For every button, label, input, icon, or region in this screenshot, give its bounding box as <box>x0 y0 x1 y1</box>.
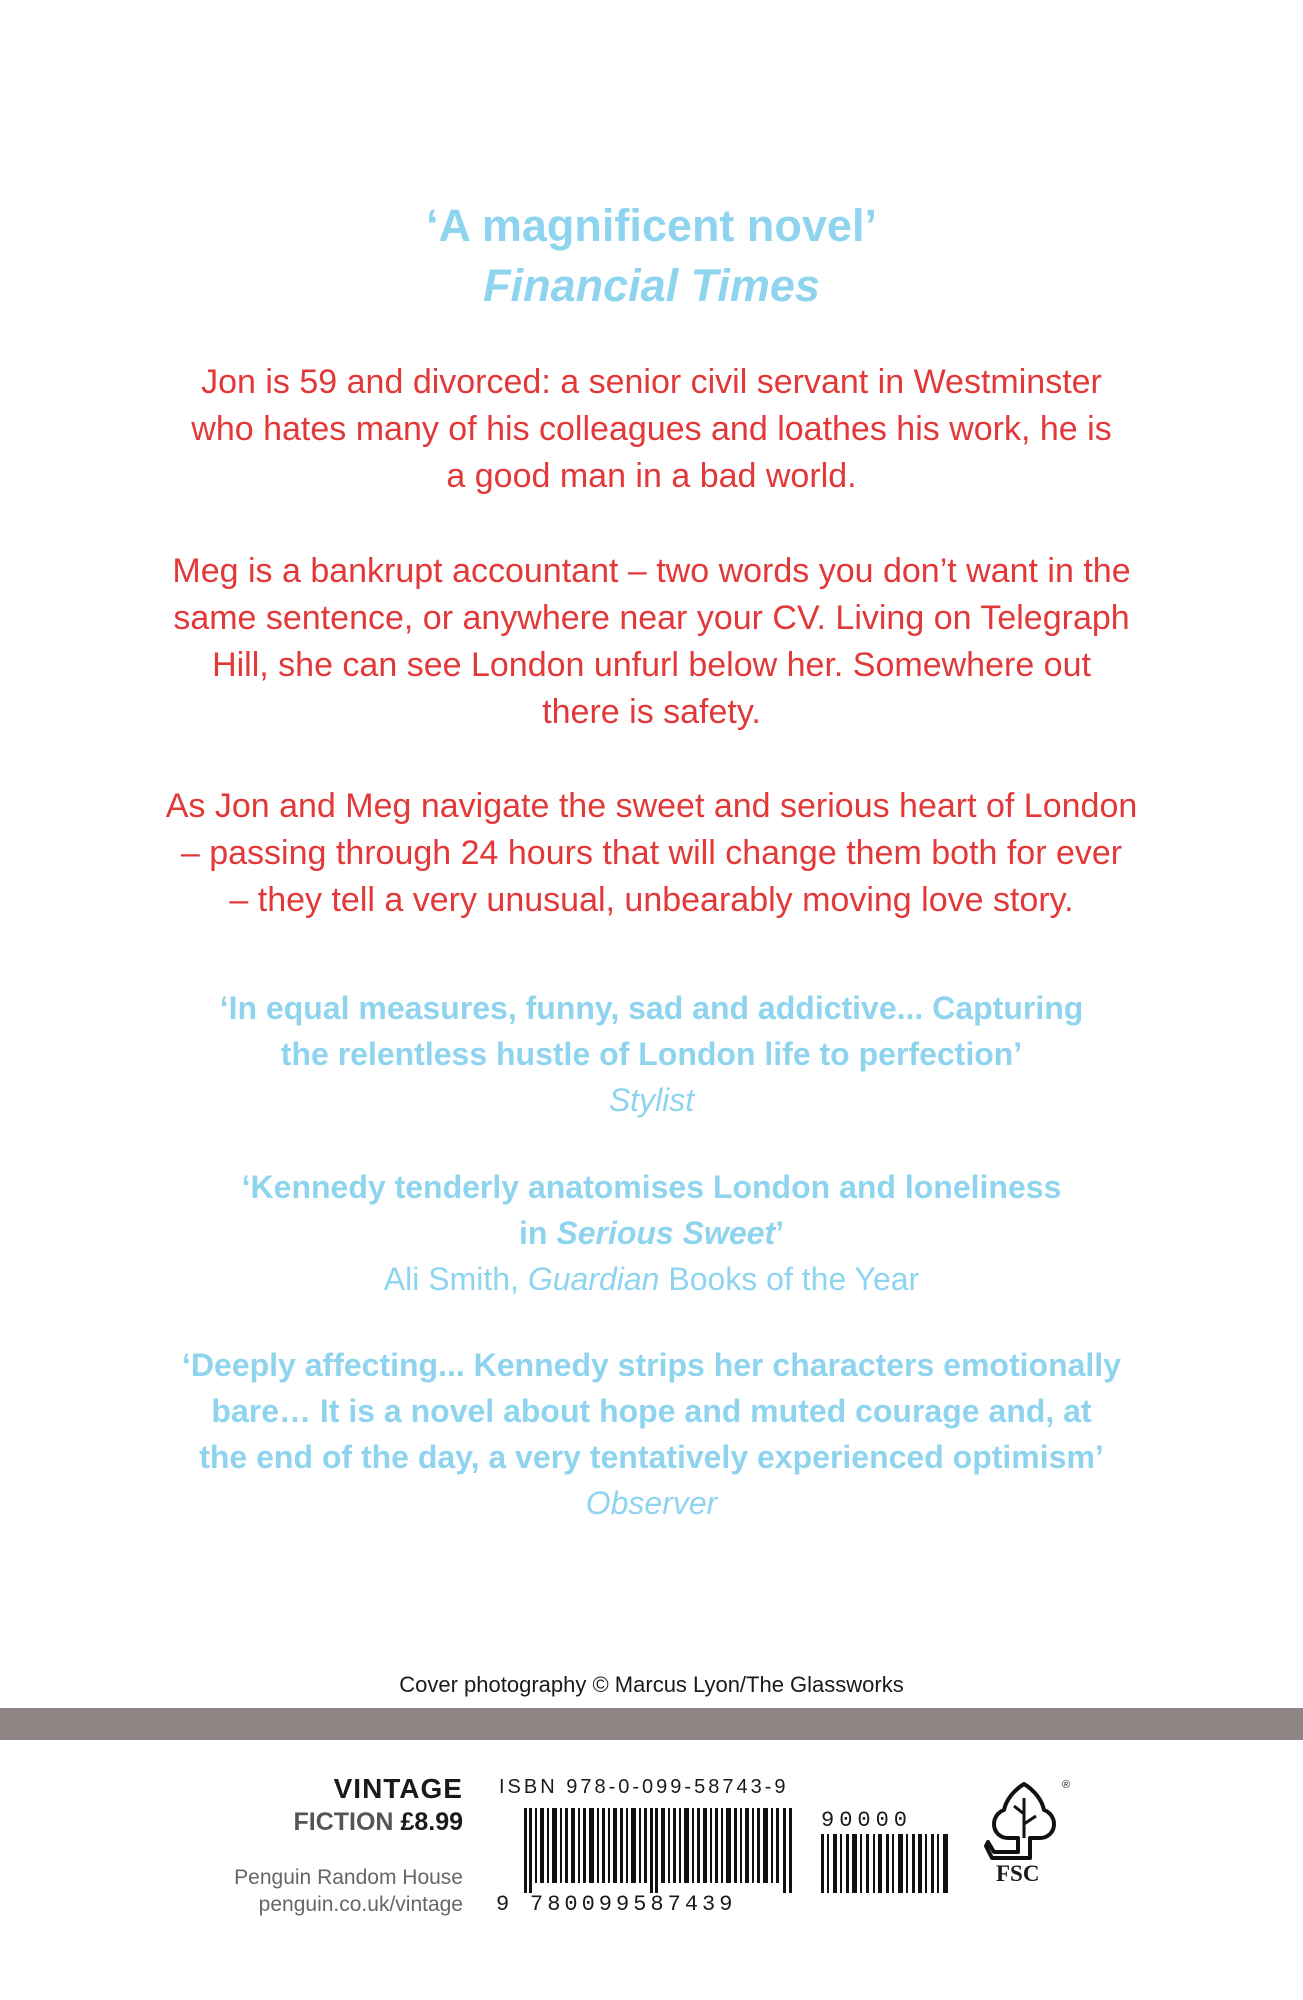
blurb-line: Hill, she can see London unfurl below her. Somewhere out <box>212 646 1091 684</box>
review-stylist <box>0 985 1303 1123</box>
review-line: bare… It is a novel about hope and muted courage and, at <box>211 1393 1092 1429</box>
category: FICTION <box>293 1808 394 1836</box>
cover-credit: Cover photography © Marcus Lyon/The Glassworks <box>399 1672 904 1697</box>
isbn-text: ISBN 978-0-099-58743-9 <box>499 1776 789 1798</box>
fsc-label: FSC <box>996 1861 1040 1886</box>
headline-source: Financial Times <box>483 260 820 311</box>
headline-quote-block <box>0 196 1303 316</box>
blurb-line: a good man in a bad world. <box>446 457 857 495</box>
blurb-line: same sentence, or anywhere near your CV. Living on Telegraph <box>173 599 1130 637</box>
registered-mark: ® <box>1062 1779 1071 1791</box>
review-line: the end of the day, a very tentatively experienced optimism’ <box>199 1439 1104 1475</box>
review-source: Observer <box>585 1485 718 1521</box>
price: £8.99 <box>400 1808 463 1836</box>
review-observer <box>0 1342 1303 1526</box>
review-line-2 <box>0 1210 1303 1256</box>
fsc-tree-icon <box>984 1780 1070 1860</box>
divider-band <box>0 1708 1303 1740</box>
attribution-publication: Guardian <box>527 1261 660 1297</box>
barcode-addon-digits: 90000 <box>821 1808 913 1833</box>
blurb-line: there is safety. <box>542 693 761 731</box>
blurb-line: who hates many of his colleagues and loathes his work, he is <box>191 410 1112 448</box>
blurb-line: – they tell a very unusual, unbearably moving love story. <box>229 881 1074 919</box>
review-line: ‘In equal measures, funny, sad and addictive... Capturing <box>219 990 1084 1026</box>
review-book-title: Serious Sweet <box>556 1215 776 1251</box>
blurb-line: Jon is 59 and divorced: a senior civil servant in Westminster <box>201 363 1102 401</box>
attribution-rest: Books of the Year <box>659 1261 920 1297</box>
review-suffix: ’ <box>775 1215 784 1251</box>
review-guardian <box>0 1164 1303 1302</box>
blurb-line: As Jon and Meg navigate the sweet and serious heart of London <box>165 787 1138 825</box>
publisher-url: penguin.co.uk/vintage <box>258 1893 463 1916</box>
review-prefix: in <box>519 1215 557 1251</box>
review-source: Stylist <box>608 1082 695 1118</box>
review-line: ‘Kennedy tenderly anatomises London and loneliness <box>241 1169 1062 1205</box>
blurb-paragraph-2 <box>0 548 1303 736</box>
attribution-name: Ali Smith, <box>383 1261 528 1297</box>
blurb-paragraph-3 <box>0 783 1303 924</box>
blurb-paragraph-1 <box>0 359 1303 500</box>
addon-barcode-icon <box>821 1834 949 1893</box>
barcode-digits: 780099587439 <box>530 1892 737 1917</box>
blurb-line: – passing through 24 hours that will change them both for ever <box>180 834 1123 872</box>
blurb-line: Meg is a bankrupt accountant – two words you don’t want in the <box>172 552 1131 590</box>
publisher-house: Penguin Random House <box>234 1866 463 1889</box>
review-line: ‘Deeply affecting... Kennedy strips her characters emotionally <box>182 1347 1121 1383</box>
barcode-first-digit: 9 <box>496 1892 510 1917</box>
barcode-icon <box>524 1808 792 1893</box>
review-attribution <box>0 1256 1303 1302</box>
publisher-name: VINTAGE <box>333 1773 463 1804</box>
review-line: the relentless hustle of London life to perfection’ <box>280 1036 1023 1072</box>
category-price <box>293 1808 463 1837</box>
headline-quote: ‘A magnificent novel’ <box>426 200 877 251</box>
